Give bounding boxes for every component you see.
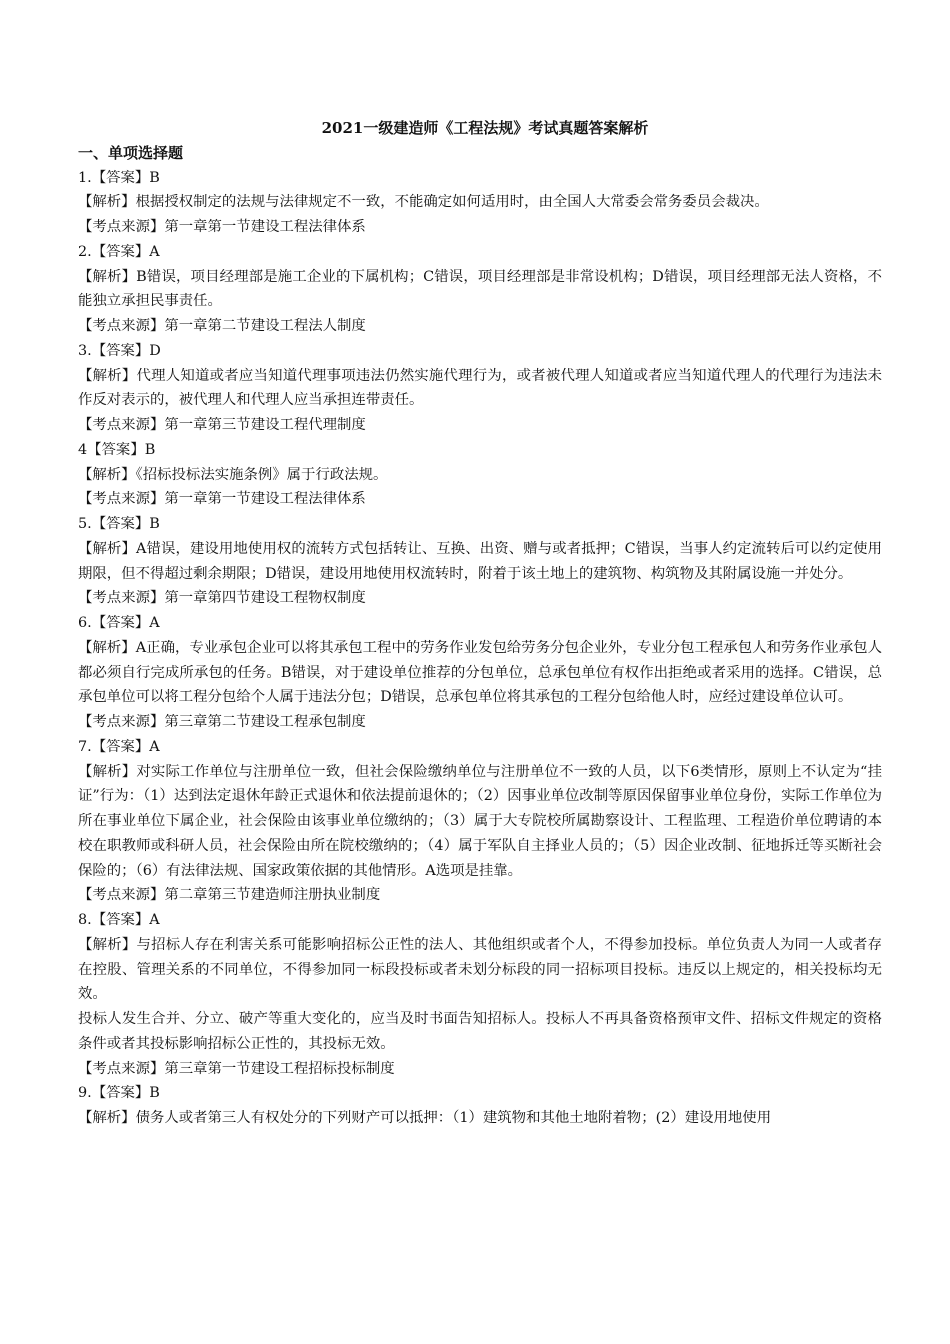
analysis-paragraph: 【解析】对实际工作单位与注册单位一致，但社会保险缴纳单位与注册单位不一致的人员，以下6类情形，原则上不认定为“挂证”行为：（1）达到法定退休年龄正式退休和依法提前退休的；（2）因事业单位改制等原因保留事业单位身份，实际工作单位为所在事业单位下属企业，社会保险由该事业单位缴纳的；（3）属于大专院校所属勘察设计、工程监理、工程造价单位聘请的本校在职教师或科研人员，社会保险由所在院校缴纳的；（4）属于军队自主择业人员的；（5）因企业改制、征地拆迁等买断社会保险的；（6）有法律法规、国家政策依据的其他情形。A选项是挂靠。 <box>78 763 882 879</box>
analysis-paragraph: 【解析】A正确，专业承包企业可以将其承包工程中的劳务作业发包给劳务分包企业外，专业分包工程承包人和劳务作业承包人都必须自行完成所承包的任务。B错误，对于建设单位推荐的分包单位，总承包单位有权作出拒绝或者采用的选择。C错误，总承包单位可以将工程分包给个人属于违法分包；D错误，总承包单位将其承包的工程分包给他人时，应经过建设单位认可。 <box>78 639 882 706</box>
source-line: 【考点来源】第一章第一节建设工程法律体系 <box>78 219 366 235</box>
section-heading: 一、单项选择题 <box>78 144 184 162</box>
analysis-paragraph: 【解析】与招标人存在利害关系可能影响招标公正性的法人、其他组织或者个人，不得参加投标。单位负责人为同一人或者存在控股、管理关系的不同单位，不得参加同一标段投标或者未划分标段的同一招标项目投标。违反以上规定的，相关投标均无效。 <box>78 936 882 1003</box>
answer-line: 4【答案】B <box>78 441 156 458</box>
analysis-paragraph: 【解析】根据授权制定的法规与法律规定不一致，不能确定如何适用时，由全国人大常委会常务委员会裁决。 <box>78 194 769 211</box>
analysis-paragraph-extra: 投标人发生合并、分立、破产等重大变化的，应当及时书面告知招标人。投标人不再具备资格预审文件、招标文件规定的资格条件或者其投标影响招标公正性的，其投标无效。 <box>78 1011 882 1052</box>
answer-line: 2.【答案】A <box>78 243 160 260</box>
analysis-paragraph: 【解析】代理人知道或者应当知道代理事项违法仍然实施代理行为，或者被代理人知道或者应当知道代理人的代理行为违法未作反对表示的，被代理人和代理人应当承担连带责任。 <box>78 367 882 409</box>
answer-line: 9.【答案】B <box>78 1085 160 1102</box>
analysis-paragraph: 【解析】B错误，项目经理部是施工企业的下属机构；C错误，项目经理部是非常设机构；D错误，项目经理部无法人资格，不能独立承担民事责任。 <box>78 268 882 310</box>
question-item-1 <box>78 166 882 240</box>
question-item-8 <box>78 908 882 1081</box>
source-line: 【考点来源】第一章第三节建设工程代理制度 <box>78 417 366 433</box>
analysis-paragraph: 【解析】债务人或者第三人有权处分的下列财产可以抵押：（1）建筑物和其他土地附着物；(2）建设用地使用 <box>78 1110 772 1126</box>
question-item-9 <box>78 1081 882 1131</box>
source-line: 【考点来源】第一章第四节建设工程物权制度 <box>78 590 366 607</box>
document-title: 2021一级建造师《工程法规》考试真题答案解析 <box>321 119 649 137</box>
answer-line: 5.【答案】B <box>78 516 160 532</box>
answer-line: 8.【答案】A <box>78 912 160 928</box>
question-item-7 <box>78 735 882 908</box>
question-item-3 <box>78 339 882 438</box>
source-line: 【考点来源】第三章第一节建设工程招标投标制度 <box>78 1060 395 1077</box>
question-item-5 <box>78 512 882 611</box>
question-item-2 <box>78 240 882 339</box>
answer-line: 3.【答案】D <box>78 342 161 359</box>
question-item-4 <box>78 438 882 512</box>
answer-line: 7.【答案】A <box>78 738 160 755</box>
analysis-paragraph: 【解析】《招标投标法实施条例》属于行政法规。 <box>78 466 388 483</box>
source-line: 【考点来源】第一章第一节建设工程法律体系 <box>78 491 366 508</box>
source-line: 【考点来源】第一章第二节建设工程法人制度 <box>78 318 366 334</box>
analysis-paragraph: 【解析】A错误，建设用地使用权的流转方式包括转让、互换、出资、赠与或者抵押；C错误，当事人约定流转后可以约定使用期限，但不得超过剩余期限；D错误，建设用地使用权流转时，附着于该土地上的建筑物、构筑物及其附属设施一并处分。 <box>78 540 882 582</box>
answer-line: 1.【答案】B <box>78 169 160 186</box>
answer-line: 6.【答案】A <box>78 615 160 631</box>
question-item-6 <box>78 611 882 735</box>
source-line: 【考点来源】第二章第三节建造师注册执业制度 <box>78 887 381 904</box>
source-line: 【考点来源】第三章第二节建设工程承包制度 <box>78 714 366 730</box>
